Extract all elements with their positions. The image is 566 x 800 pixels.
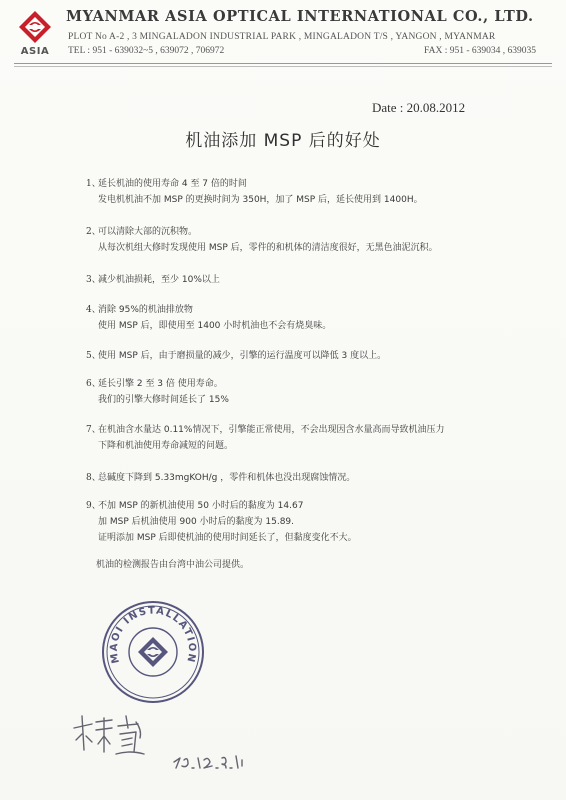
test-report-note: 机油的检测报告由台湾中油公司提供。 bbox=[96, 560, 250, 570]
document-date: Date : 20.08.2012 bbox=[372, 100, 466, 115]
item-line: 下降和机油使用寿命减短的问题。 bbox=[98, 441, 234, 451]
fax-numbers: FAX : 951 - 639034 , 639035 bbox=[424, 46, 536, 56]
letterhead-divider-secondary bbox=[14, 66, 552, 67]
stamp-text: MAOI INSTALLATION bbox=[108, 605, 198, 665]
item-line: 发电机机油不加 MSP 的更换时间为 350H，加了 MSP 后，延长使用到 1400H。 bbox=[98, 195, 423, 205]
item-number: 2、 bbox=[86, 227, 101, 237]
item-line: 总碱度下降到 5.33mgKOH/g ，零件和机体也没出现腐蚀情况。 bbox=[98, 473, 356, 483]
item-line: 在机油含水量达 0.11%情况下，引擎能正常使用，不会出现因含水量高而导致机油压力 bbox=[98, 425, 445, 435]
letterhead-divider bbox=[14, 63, 552, 64]
company-logo bbox=[16, 10, 54, 57]
telephone-numbers: TEL : 951 - 639032~5 , 639072 , 706972 bbox=[68, 46, 225, 56]
stamp-logo-icon bbox=[138, 637, 168, 667]
item-number: 8、 bbox=[86, 473, 101, 483]
company-name: MYANMAR ASIA OPTICAL INTERNATIONAL CO., LTD. bbox=[66, 8, 534, 25]
item-line: 使用 MSP 后，即使用至 1400 小时机油也不会有烧臭味。 bbox=[98, 321, 332, 331]
item-number: 4、 bbox=[86, 305, 101, 315]
item-line: 不加 MSP 的新机油使用 50 小时后的黏度为 14.67 bbox=[98, 501, 304, 511]
installation-stamp bbox=[98, 596, 208, 706]
item-number: 6、 bbox=[86, 379, 101, 389]
item-line: 可以清除大部的沉积物。 bbox=[98, 227, 198, 237]
asia-logo-icon bbox=[18, 10, 52, 44]
item-line: 使用 MSP 后，由于磨损量的减少，引擎的运行温度可以降低 3 度以上。 bbox=[98, 351, 387, 361]
item-line: 从每次机组大修时发现使用 MSP 后，零件的和机体的清洁度很好，无黑色油泥沉积。 bbox=[98, 243, 438, 253]
item-line: 加 MSP 后机油使用 900 小时后的黏度为 15.89. bbox=[98, 517, 295, 527]
item-line: 延长机油的使用寿命 4 至 7 倍的时间 bbox=[98, 179, 247, 189]
document-title: 机油添加 MSP 后的好处 bbox=[185, 131, 381, 151]
item-line: 延长引擎 2 至 3 倍 使用寿命。 bbox=[98, 379, 223, 389]
item-number: 9、 bbox=[86, 501, 101, 511]
item-line: 证明添加 MSP 后即使机油的使用时间延长了，但黏度变化不大。 bbox=[98, 533, 357, 543]
contact-line bbox=[68, 46, 538, 60]
item-line: 我们的引擎大修时间延长了 15% bbox=[98, 395, 229, 405]
item-number: 1、 bbox=[86, 179, 101, 189]
item-number: 7、 bbox=[86, 425, 101, 435]
item-number: 3、 bbox=[86, 275, 101, 285]
company-address: PLOT No A-2 , 3 MINGALADON INDUSTRIAL PARK , MINGALADON T/S , YANGON , MYANMAR bbox=[68, 32, 496, 42]
item-line: 消除 95%的机油排放物 bbox=[98, 305, 193, 315]
logo-label: ASIA bbox=[20, 46, 50, 57]
item-number: 5、 bbox=[86, 351, 101, 361]
handwritten-signature bbox=[66, 708, 266, 778]
item-line: 减少机油损耗，至少 10%以上 bbox=[98, 275, 220, 285]
